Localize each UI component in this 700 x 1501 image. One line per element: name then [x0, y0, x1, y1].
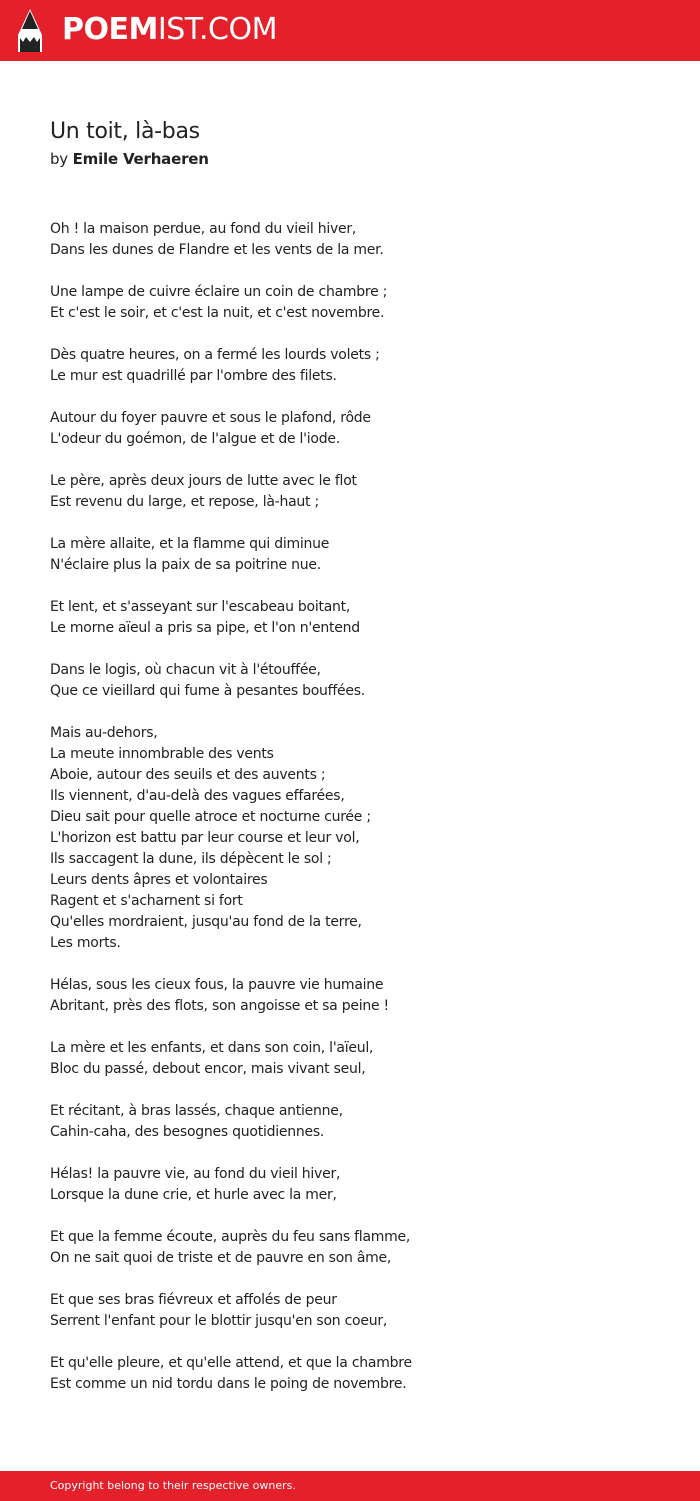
pencil-icon — [17, 9, 43, 52]
poem-line: Serrent l'enfant pour le blottir jusqu'en son coeur, — [50, 1313, 388, 1329]
poem-line: La mère et les enfants, et dans son coin, l'aïeul, — [50, 1040, 374, 1056]
poem-line: Le mur est quadrillé par l'ombre des filets. — [50, 368, 337, 384]
logo-thin-text: IST.COM — [157, 12, 277, 47]
poem-line: Oh ! la maison perdue, au fond du vieil hiver, — [50, 221, 357, 237]
poem-stanza — [50, 723, 650, 954]
poem-stanza — [50, 1227, 650, 1269]
poem-stanza — [50, 471, 650, 513]
poem-line: Bloc du passé, debout encor, mais vivant seul, — [50, 1061, 366, 1077]
poem-line: Ragent et s'acharnent si fort — [50, 893, 243, 909]
poem-line: Dès quatre heures, on a fermé les lourds volets ; — [50, 347, 380, 363]
poem-stanza — [50, 282, 650, 324]
poem-line: Et que la femme écoute, auprès du feu sans flamme, — [50, 1229, 411, 1245]
poem-line: Et qu'elle pleure, et qu'elle attend, et que la chambre — [50, 1355, 412, 1371]
poem-line: Dieu sait pour quelle atroce et nocturne curée ; — [50, 809, 371, 825]
poem-line: Ils saccagent la dune, ils dépècent le sol ; — [50, 851, 332, 867]
poem-stanza — [50, 1353, 650, 1395]
site-logo[interactable] — [62, 12, 277, 48]
poem-line: Et récitant, à bras lassés, chaque antienne, — [50, 1103, 343, 1119]
poem-stanza — [50, 1101, 650, 1143]
poem-line: Autour du foyer pauvre et sous le plafond, rôde — [50, 410, 371, 426]
poem-stanza — [50, 1038, 650, 1080]
poem-line: Les morts. — [50, 935, 121, 951]
poem-line: Et lent, et s'asseyant sur l'escabeau boitant, — [50, 599, 351, 615]
site-footer — [0, 1471, 700, 1501]
poem-stanza — [50, 1164, 650, 1206]
poem-line: Le morne aïeul a pris sa pipe, et l'on n'entend — [50, 620, 360, 636]
poem-stanza — [50, 597, 650, 639]
copyright-text: Copyright belong to their respective owners. — [50, 1479, 296, 1492]
poem-line: Dans les dunes de Flandre et les vents de la mer. — [50, 242, 384, 258]
logo-bold-text: POEM — [62, 12, 158, 47]
poem-stanza — [50, 975, 650, 1017]
poem-line: Et c'est le soir, et c'est la nuit, et c'est novembre. — [50, 305, 385, 321]
poem-line: Leurs dents âpres et volontaires — [50, 872, 268, 888]
poem-line: Et que ses bras fiévreux et affolés de peur — [50, 1292, 337, 1308]
poem-line: Qu'elles mordraient, jusqu'au fond de la terre, — [50, 914, 362, 930]
poem-line: Ils viennent, d'au-delà des vagues effarées, — [50, 788, 345, 804]
poem-stanza — [50, 408, 650, 450]
poem-stanza — [50, 534, 650, 576]
poem-line: L'odeur du goémon, de l'algue et de l'iode. — [50, 431, 340, 447]
poem-line: On ne sait quoi de triste et de pauvre en son âme, — [50, 1250, 392, 1266]
poem-line: Hélas! la pauvre vie, au fond du vieil hiver, — [50, 1166, 341, 1182]
poem-line: Le père, après deux jours de lutte avec le flot — [50, 473, 357, 489]
poem-line: Une lampe de cuivre éclaire un coin de chambre ; — [50, 284, 388, 300]
poem-title: Un toit, là-bas — [50, 119, 200, 144]
poem-stanza — [50, 345, 650, 387]
byline-prefix: by — [50, 150, 68, 168]
poem-line: Abritant, près des flots, son angoisse et sa peine ! — [50, 998, 389, 1014]
poem-stanza — [50, 219, 650, 261]
poem-line: L'horizon est battu par leur course et leur vol, — [50, 830, 360, 846]
poem-line: N'éclaire plus la paix de sa poitrine nue. — [50, 557, 321, 573]
byline — [50, 147, 650, 171]
poem-line: Est comme un nid tordu dans le poing de novembre. — [50, 1376, 407, 1392]
poem-line: Lorsque la dune crie, et hurle avec la mer, — [50, 1187, 337, 1203]
author-name: Emile Verhaeren — [72, 150, 209, 168]
poem-line: Que ce vieillard qui fume à pesantes bouffées. — [50, 683, 365, 699]
poem-stanza — [50, 1290, 650, 1332]
poem-body — [50, 219, 650, 1416]
poem-line: Mais au-dehors, — [50, 725, 158, 741]
poem-line: La mère allaite, et la flamme qui diminue — [50, 536, 330, 552]
site-header — [0, 0, 700, 61]
poem-heading — [50, 117, 650, 171]
poem-stanza — [50, 660, 650, 702]
poem-line: Hélas, sous les cieux fous, la pauvre vie humaine — [50, 977, 384, 993]
poem-line: Aboie, autour des seuils et des auvents ; — [50, 767, 326, 783]
poem-line: Est revenu du large, et repose, là-haut ; — [50, 494, 319, 510]
poem-line: Dans le logis, où chacun vit à l'étouffée, — [50, 662, 321, 678]
poem-line: Cahin-caha, des besognes quotidiennes. — [50, 1124, 325, 1140]
poem-line: La meute innombrable des vents — [50, 746, 274, 762]
